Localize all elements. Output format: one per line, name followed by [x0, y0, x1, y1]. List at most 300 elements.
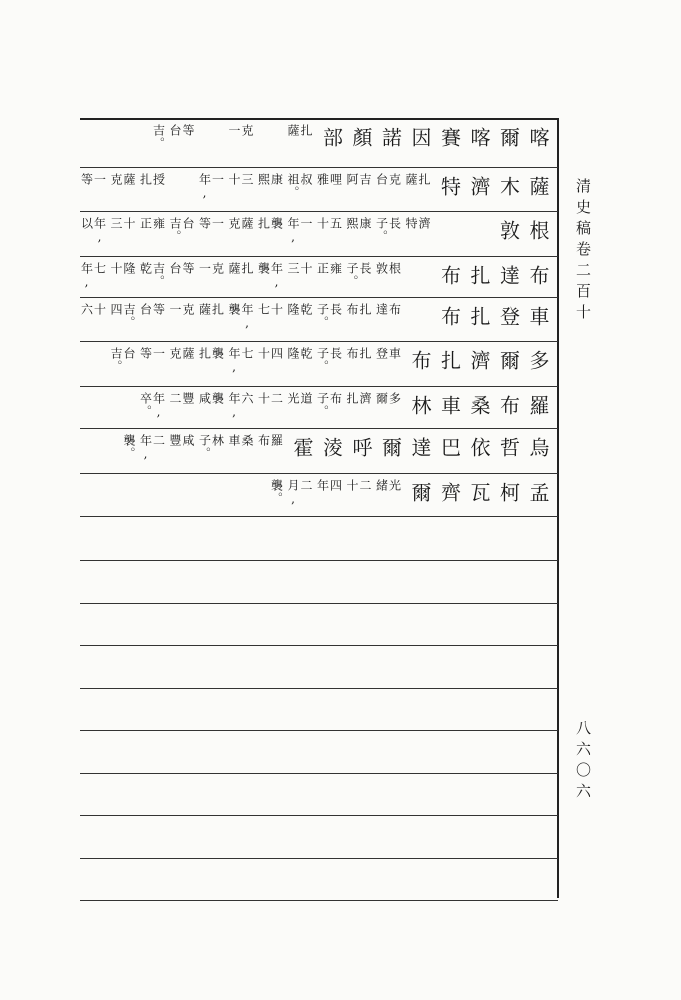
name-cell: [438, 127, 460, 147]
note-text: 等: [181, 262, 195, 275]
note-text: 克: [387, 173, 402, 186]
note-text: 扎: [138, 173, 153, 186]
note-text: 布: [345, 303, 359, 316]
name-cell: [526, 395, 548, 415]
note-text: 等: [79, 173, 94, 186]
note-cell: [373, 303, 401, 316]
note-text: 襲: [256, 262, 271, 275]
name-text: 呼: [349, 437, 373, 457]
note-text: 年,: [286, 217, 300, 245]
name-cell: [497, 220, 519, 240]
name-cell: [526, 350, 548, 370]
note-text: 一: [151, 347, 166, 360]
note-text: 子。: [315, 347, 330, 373]
note-text: 乾: [138, 262, 153, 275]
note-text: 薩: [181, 347, 195, 360]
name-cell: [438, 306, 460, 326]
note-text: 布: [345, 347, 359, 360]
note-text: 光: [286, 392, 300, 405]
note-text: 吉。: [151, 124, 166, 150]
note-cell: [255, 434, 283, 447]
note-text: 二: [151, 434, 166, 447]
note-text: 年,: [151, 392, 166, 420]
note-text: 襲: [210, 392, 225, 405]
note-cell: [343, 217, 371, 230]
note-text: 克: [109, 173, 123, 186]
note-text: 七: [92, 262, 107, 275]
note-text: 吉。: [151, 262, 166, 288]
note-cell: [166, 434, 194, 447]
name-cell: [467, 306, 489, 326]
name-cell: [526, 220, 548, 240]
row-rule: [80, 297, 558, 298]
name-text: 根: [526, 220, 550, 240]
name-cell: [526, 265, 548, 285]
note-text: 隆: [286, 303, 300, 316]
note-text: 長: [358, 262, 372, 275]
name-cell: [408, 350, 430, 370]
note-cell: [196, 262, 224, 275]
note-text: 哩: [328, 173, 343, 186]
note-text: 咸: [181, 434, 195, 447]
row-rule: [80, 386, 558, 387]
note-text: 六: [240, 392, 254, 405]
note-cell: [225, 262, 253, 275]
name-text: 喀: [467, 127, 491, 147]
note-text: 布: [256, 434, 271, 447]
note-text: 子。: [315, 303, 330, 329]
name-cell: [467, 265, 489, 285]
note-text: 十: [345, 479, 359, 492]
note-text: 正: [315, 262, 330, 275]
blank-row-rule: [80, 560, 558, 561]
name-text: 淩: [319, 437, 344, 457]
note-text: 二: [299, 479, 313, 492]
name-cell: [497, 437, 519, 457]
note-cell: [343, 479, 371, 492]
note-text: 正: [138, 217, 153, 230]
name-cell: [438, 176, 460, 196]
note-cell: [137, 173, 165, 186]
name-text: 霍: [290, 437, 314, 457]
name-cell: [497, 350, 519, 370]
name-text: 依: [467, 437, 491, 457]
note-cell: [284, 392, 312, 405]
note-text: 爾: [374, 392, 389, 405]
name-cell: [526, 127, 548, 147]
note-cell: [107, 303, 135, 329]
note-text: 濟: [417, 217, 431, 230]
note-cell: [166, 347, 194, 360]
note-text: 咸: [197, 392, 212, 405]
note-cell: [137, 347, 165, 360]
name-text: 諾: [378, 127, 403, 147]
note-cell: [225, 217, 253, 230]
note-cell: [255, 173, 283, 186]
note-text: 二: [269, 392, 284, 405]
note-cell: [196, 392, 224, 405]
name-text: 車: [437, 395, 462, 415]
note-text: 年,: [197, 173, 212, 201]
note-text: 年: [315, 479, 330, 492]
note-text: 台: [181, 217, 195, 230]
note-text: 台: [374, 173, 389, 186]
note-text: 一: [168, 303, 182, 316]
table-right-rule: [557, 118, 559, 898]
note-cell: [196, 303, 224, 316]
note-text: 克: [210, 262, 225, 275]
note-text: 熙: [256, 173, 271, 186]
name-text: 達: [496, 265, 521, 285]
note-cell: [137, 392, 165, 420]
name-cell: [408, 437, 430, 457]
note-text: 隆: [122, 262, 136, 275]
name-text: 濟: [467, 176, 491, 196]
name-text: 車: [526, 306, 550, 326]
note-cell: [166, 124, 194, 137]
note-text: 羅: [269, 434, 284, 447]
note-text: 台: [138, 303, 153, 316]
note-text: 克: [240, 124, 254, 137]
name-cell: [467, 482, 489, 502]
row-rule: [80, 341, 558, 342]
name-cell: [290, 437, 312, 457]
note-text: 台: [122, 347, 136, 360]
name-text: 賽: [437, 127, 462, 147]
note-cell: [107, 262, 135, 275]
name-cell: [438, 395, 460, 415]
note-cell: [78, 217, 106, 245]
name-text: 布: [437, 265, 462, 285]
note-text: 十: [315, 217, 330, 230]
note-cell: [314, 303, 342, 329]
name-text: 羅: [526, 395, 550, 415]
name-cell: [438, 437, 460, 457]
note-cell: [107, 173, 135, 186]
name-text: 多: [526, 350, 550, 370]
note-text: 光: [387, 479, 402, 492]
note-text: 扎: [417, 173, 431, 186]
note-text: 雍: [151, 217, 166, 230]
note-text: 年,: [92, 217, 107, 245]
note-cell: [255, 479, 283, 505]
note-text: 一: [92, 173, 107, 186]
note-cell: [284, 217, 312, 245]
blank-row-rule: [80, 858, 558, 859]
note-text: 一: [197, 262, 212, 275]
name-text: 特: [437, 176, 462, 196]
note-text: 阿: [345, 173, 359, 186]
note-text: 一: [299, 217, 313, 230]
note-text: 隆: [286, 347, 300, 360]
note-text: 達: [374, 303, 389, 316]
name-cell: [349, 127, 371, 147]
note-text: 康: [269, 173, 284, 186]
note-text: 雅: [315, 173, 330, 186]
note-text: 十: [256, 347, 271, 360]
note-cell: [373, 347, 401, 360]
note-text: 十: [269, 303, 284, 316]
note-text: 薩: [122, 173, 136, 186]
note-cell: [225, 124, 253, 137]
note-cell: [373, 217, 401, 243]
note-text: 卒。: [138, 392, 153, 418]
note-cell: [255, 217, 283, 230]
note-text: 六: [79, 303, 94, 316]
note-text: 年,: [79, 262, 94, 290]
note-text: 年,: [227, 392, 241, 420]
note-cell: [196, 173, 224, 201]
note-text: 子。: [374, 217, 389, 243]
note-text: 等: [197, 217, 212, 230]
note-text: 台: [168, 124, 182, 137]
note-cell: [255, 303, 283, 316]
note-text: 扎: [240, 262, 254, 275]
note-text: 十: [256, 392, 271, 405]
note-cell: [196, 434, 224, 460]
note-text: 子。: [315, 392, 330, 418]
note-cell: [78, 262, 106, 290]
note-text: 二: [168, 392, 182, 405]
name-text: 達: [408, 437, 432, 457]
note-text: 十: [299, 262, 313, 275]
note-text: 等: [181, 124, 195, 137]
note-text: 林: [210, 434, 225, 447]
note-text: 薩: [197, 303, 212, 316]
note-text: 三: [240, 173, 254, 186]
name-text: 瓦: [467, 482, 491, 502]
note-cell: [107, 434, 135, 460]
note-cell: [196, 217, 224, 230]
note-cell: [343, 173, 371, 186]
name-text: 孟: [526, 482, 550, 502]
name-cell: [497, 265, 519, 285]
name-text: 巴: [437, 437, 462, 457]
name-cell: [408, 127, 430, 147]
note-text: 康: [358, 217, 372, 230]
note-text: 多: [387, 392, 402, 405]
note-text: 吉。: [122, 303, 136, 329]
note-text: 吉。: [109, 347, 123, 373]
note-text: 五: [328, 217, 343, 230]
note-text: 年,: [240, 303, 254, 331]
note-text: 克: [181, 303, 195, 316]
name-text: 爾: [496, 350, 521, 370]
note-text: 克: [227, 217, 241, 230]
note-text: 以: [79, 217, 94, 230]
note-text: 等: [151, 303, 166, 316]
note-text: 襲: [210, 347, 225, 360]
name-text: 顏: [349, 127, 373, 147]
name-text: 布: [496, 395, 521, 415]
note-cell: [225, 347, 253, 375]
note-text: 襲。: [122, 434, 136, 460]
note-text: 長: [387, 217, 402, 230]
name-cell: [497, 127, 519, 147]
note-text: 布: [387, 303, 402, 316]
page-number: 八六〇六: [574, 720, 592, 804]
name-text: 薩: [526, 176, 550, 196]
name-text: 齊: [437, 482, 462, 502]
name-text: 登: [496, 306, 521, 326]
name-text: 烏: [526, 437, 550, 457]
note-cell: [225, 303, 253, 331]
name-cell: [408, 482, 430, 502]
note-cell: [166, 262, 194, 275]
name-text: 布: [437, 306, 462, 326]
note-text: 授: [151, 173, 166, 186]
note-text: 月,: [286, 479, 300, 507]
note-cell: [137, 217, 165, 230]
note-cell: [343, 392, 371, 405]
row-rule: [80, 473, 558, 474]
note-text: 扎: [345, 392, 359, 405]
note-text: 特: [404, 217, 418, 230]
name-cell: [526, 482, 548, 502]
row-rule: [80, 167, 558, 168]
note-text: 子。: [345, 262, 359, 288]
name-cell: [438, 265, 460, 285]
note-cell: [373, 262, 401, 275]
note-cell: [373, 479, 401, 492]
note-text: 扎: [256, 217, 271, 230]
note-cell: [255, 262, 283, 290]
name-text: 哲: [496, 437, 521, 457]
note-text: 一: [227, 124, 241, 137]
note-cell: [166, 392, 194, 405]
note-cell: [373, 392, 401, 405]
note-text: 長: [328, 303, 343, 316]
book-title: 清史稿卷二百十: [574, 178, 592, 325]
note-text: 四: [109, 303, 123, 316]
name-cell: [497, 395, 519, 415]
note-text: 薩: [286, 124, 300, 137]
name-cell: [467, 127, 489, 147]
note-text: 薩: [404, 173, 418, 186]
note-text: 雍: [328, 262, 343, 275]
note-cell: [284, 262, 312, 275]
name-text: 桑: [467, 395, 491, 415]
note-text: 十: [109, 262, 123, 275]
note-cell: [78, 303, 106, 316]
row-rule: [80, 211, 558, 212]
name-cell: [379, 127, 401, 147]
note-text: 克: [168, 347, 182, 360]
note-text: 三: [286, 262, 300, 275]
note-text: 一: [210, 217, 225, 230]
note-cell: [284, 173, 312, 199]
note-cell: [314, 479, 342, 492]
table-top-rule: [80, 118, 558, 120]
note-cell: [343, 303, 371, 316]
note-text: 七: [256, 303, 271, 316]
note-text: 豐: [168, 434, 182, 447]
name-cell: [320, 127, 342, 147]
note-cell: [137, 262, 165, 288]
note-cell: [225, 434, 253, 447]
note-cell: [225, 173, 253, 186]
note-cell: [225, 392, 253, 420]
name-text: 因: [408, 127, 432, 147]
name-text: 喀: [526, 127, 550, 147]
note-cell: [314, 262, 342, 275]
note-text: 年,: [227, 347, 241, 375]
note-cell: [137, 434, 165, 462]
note-text: 三: [109, 217, 123, 230]
note-text: 襲: [227, 303, 241, 316]
note-cell: [137, 303, 165, 316]
note-text: 薩: [240, 217, 254, 230]
note-cell: [314, 392, 342, 418]
note-text: 扎: [197, 347, 212, 360]
note-text: 年,: [269, 262, 284, 290]
name-cell: [467, 437, 489, 457]
name-cell: [497, 306, 519, 326]
name-text: 爾: [496, 127, 521, 147]
note-cell: [314, 217, 342, 230]
note-text: 叔: [299, 173, 313, 186]
note-text: 年,: [138, 434, 153, 462]
note-text: 四: [328, 479, 343, 492]
name-text: 敦: [496, 220, 521, 240]
blank-row-rule: [80, 815, 558, 816]
note-cell: [196, 347, 224, 360]
note-cell: [284, 303, 312, 316]
note-text: 敦: [374, 262, 389, 275]
name-cell: [467, 350, 489, 370]
note-cell: [284, 347, 312, 360]
note-text: 子。: [197, 434, 212, 460]
note-cell: [343, 262, 371, 288]
blank-row-rule: [80, 773, 558, 774]
note-text: 一: [210, 173, 225, 186]
note-text: 十: [227, 173, 241, 186]
note-cell: [255, 347, 283, 360]
name-text: 柯: [496, 482, 521, 502]
name-text: 扎: [437, 350, 462, 370]
note-text: 四: [269, 347, 284, 360]
note-text: 扎: [210, 303, 225, 316]
name-cell: [526, 306, 548, 326]
note-text: 道: [299, 392, 313, 405]
note-cell: [314, 173, 342, 186]
name-cell: [379, 437, 401, 457]
name-cell: [467, 395, 489, 415]
note-cell: [402, 173, 430, 186]
name-cell: [497, 482, 519, 502]
row-rule: [80, 256, 558, 257]
name-cell: [438, 350, 460, 370]
note-text: 祖。: [286, 173, 300, 199]
note-text: 襲。: [269, 479, 284, 505]
note-text: 布: [328, 392, 343, 405]
note-cell: [343, 347, 371, 360]
note-text: 桑: [240, 434, 254, 447]
name-cell: [320, 437, 342, 457]
name-cell: [349, 437, 371, 457]
note-text: 十: [92, 303, 107, 316]
note-text: 緒: [374, 479, 389, 492]
note-text: 乾: [299, 347, 313, 360]
row-rule: [80, 516, 558, 517]
name-text: 扎: [467, 306, 491, 326]
note-cell: [166, 217, 194, 243]
note-cell: [78, 173, 106, 186]
note-text: 十: [122, 217, 136, 230]
note-text: 登: [374, 347, 389, 360]
note-cell: [166, 303, 194, 316]
blank-row-rule: [80, 603, 558, 604]
